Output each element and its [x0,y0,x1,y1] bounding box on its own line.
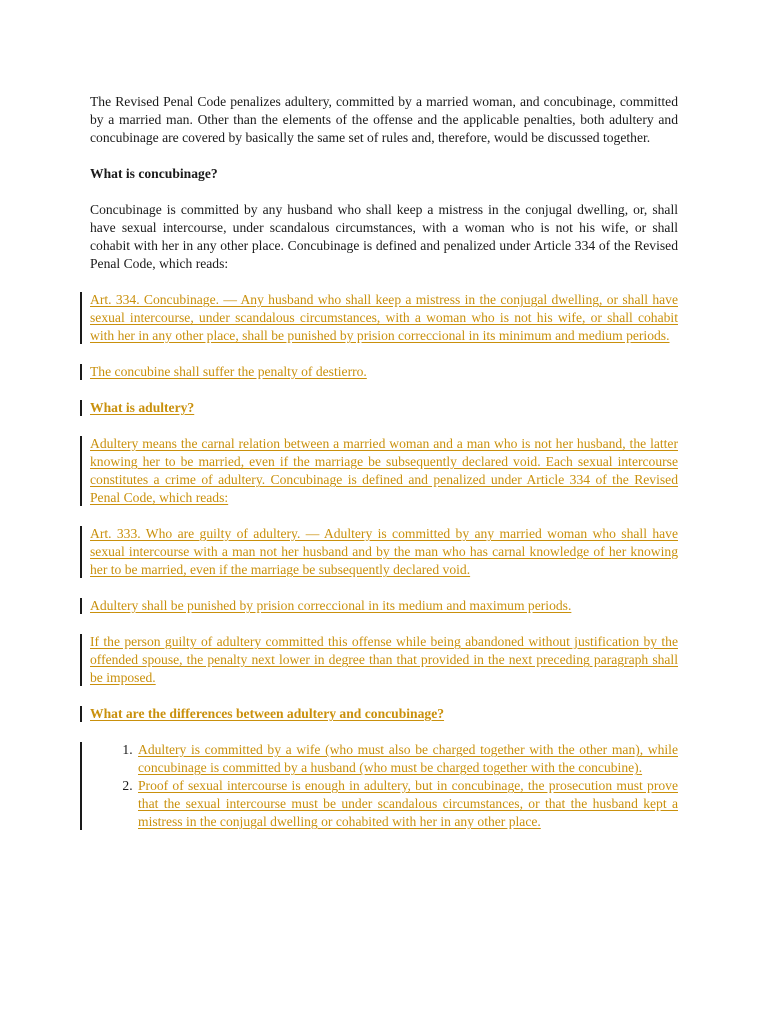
adultery-abandoned-text: If the person guilty of adultery committed this offense while being abandoned without justification by the offended spouse, the penalty next lower in degree than that provided in the next preceding paragraph shall be imposed. [90,634,678,685]
heading-concubinage: What is concubinage? [90,166,218,181]
heading-adultery [90,399,678,417]
change-bar [80,436,82,506]
adultery-definition-text: Adultery means the carnal relation between a married woman and a man who is not her husband, the latter knowing her to be married, even if the marriage be subsequently declared void. Each sexual intercourse constitutes a crime of adultery. Concubinage is defined and penalized under Article 334 of the Revised Penal Code, which reads: [90,436,678,505]
change-bar [80,742,82,830]
document-page [90,93,678,831]
list-item: 1. Adultery is committed by a wife (who must also be charged together with the other man), while concubinage is committed by a husband (who must be charged together with the concubine). [136,741,678,777]
change-bar [80,598,82,614]
change-bar [80,292,82,344]
concubinage-definition-paragraph: Concubinage is committed by any husband who shall keep a mistress in the conjugal dwelling, or, shall have sexual intercourse, under scandalous circumstances, with a woman who is not his wife, or shall cohabit with her in any other place. Concubinage is defined and penalized under Article 334 of the Revised Penal Code, which reads: [90,202,678,271]
heading-differences-text: What are the differences between adultery and concubinage? [90,706,445,721]
intro-paragraph: The Revised Penal Code penalizes adultery, committed by a married woman, and concubinage, committed by a married man. Other than the elements of the offense and the applicable penalties, both adultery and concubinage are covered by basically the same set of rules and, therefore, would be discussed together. [90,94,678,145]
differences-list [90,741,678,831]
concubine-penalty-text: The concubine shall suffer the penalty of destierro. [90,364,367,379]
change-bar [80,364,82,380]
art-333-paragraph [90,525,678,579]
change-bar [80,706,82,722]
change-bar [80,526,82,578]
heading-differences [90,705,678,723]
heading-adultery-text: What is adultery? [90,400,195,415]
adultery-penalty-text: Adultery shall be punished by prision correccional in its medium and maximum periods. [90,598,572,613]
art-334-paragraph [90,291,678,345]
change-bar [80,634,82,686]
adultery-definition-paragraph [90,435,678,507]
list-item: 2. Proof of sexual intercourse is enough in adultery, but in concubinage, the prosecution must prove that the sexual intercourse must be under scandalous circumstances, or that the husband kept a mistress in the conjugal dwelling or cohabited with her in any other place. [136,777,678,831]
art-334-text: Art. 334. Concubinage. — Any husband who shall keep a mistress in the conjugal dwelling, or shall have sexual intercourse, under scandalous circumstances, with a woman who is not his wife, or shall cohabit with her in any other place, shall be punished by prision correccional in its minimum and medium periods. [90,292,678,343]
adultery-abandoned-paragraph [90,633,678,687]
adultery-penalty-paragraph [90,597,678,615]
concubine-penalty-paragraph [90,363,678,381]
art-333-text: Art. 333. Who are guilty of adultery. — Adultery is committed by any married woman who shall have sexual intercourse with a man not her husband and by the man who has carnal knowledge of her knowing her to be married, even if the marriage be subsequently declared void. [90,526,678,577]
differences-list-wrapper [90,741,678,831]
change-bar [80,400,82,416]
